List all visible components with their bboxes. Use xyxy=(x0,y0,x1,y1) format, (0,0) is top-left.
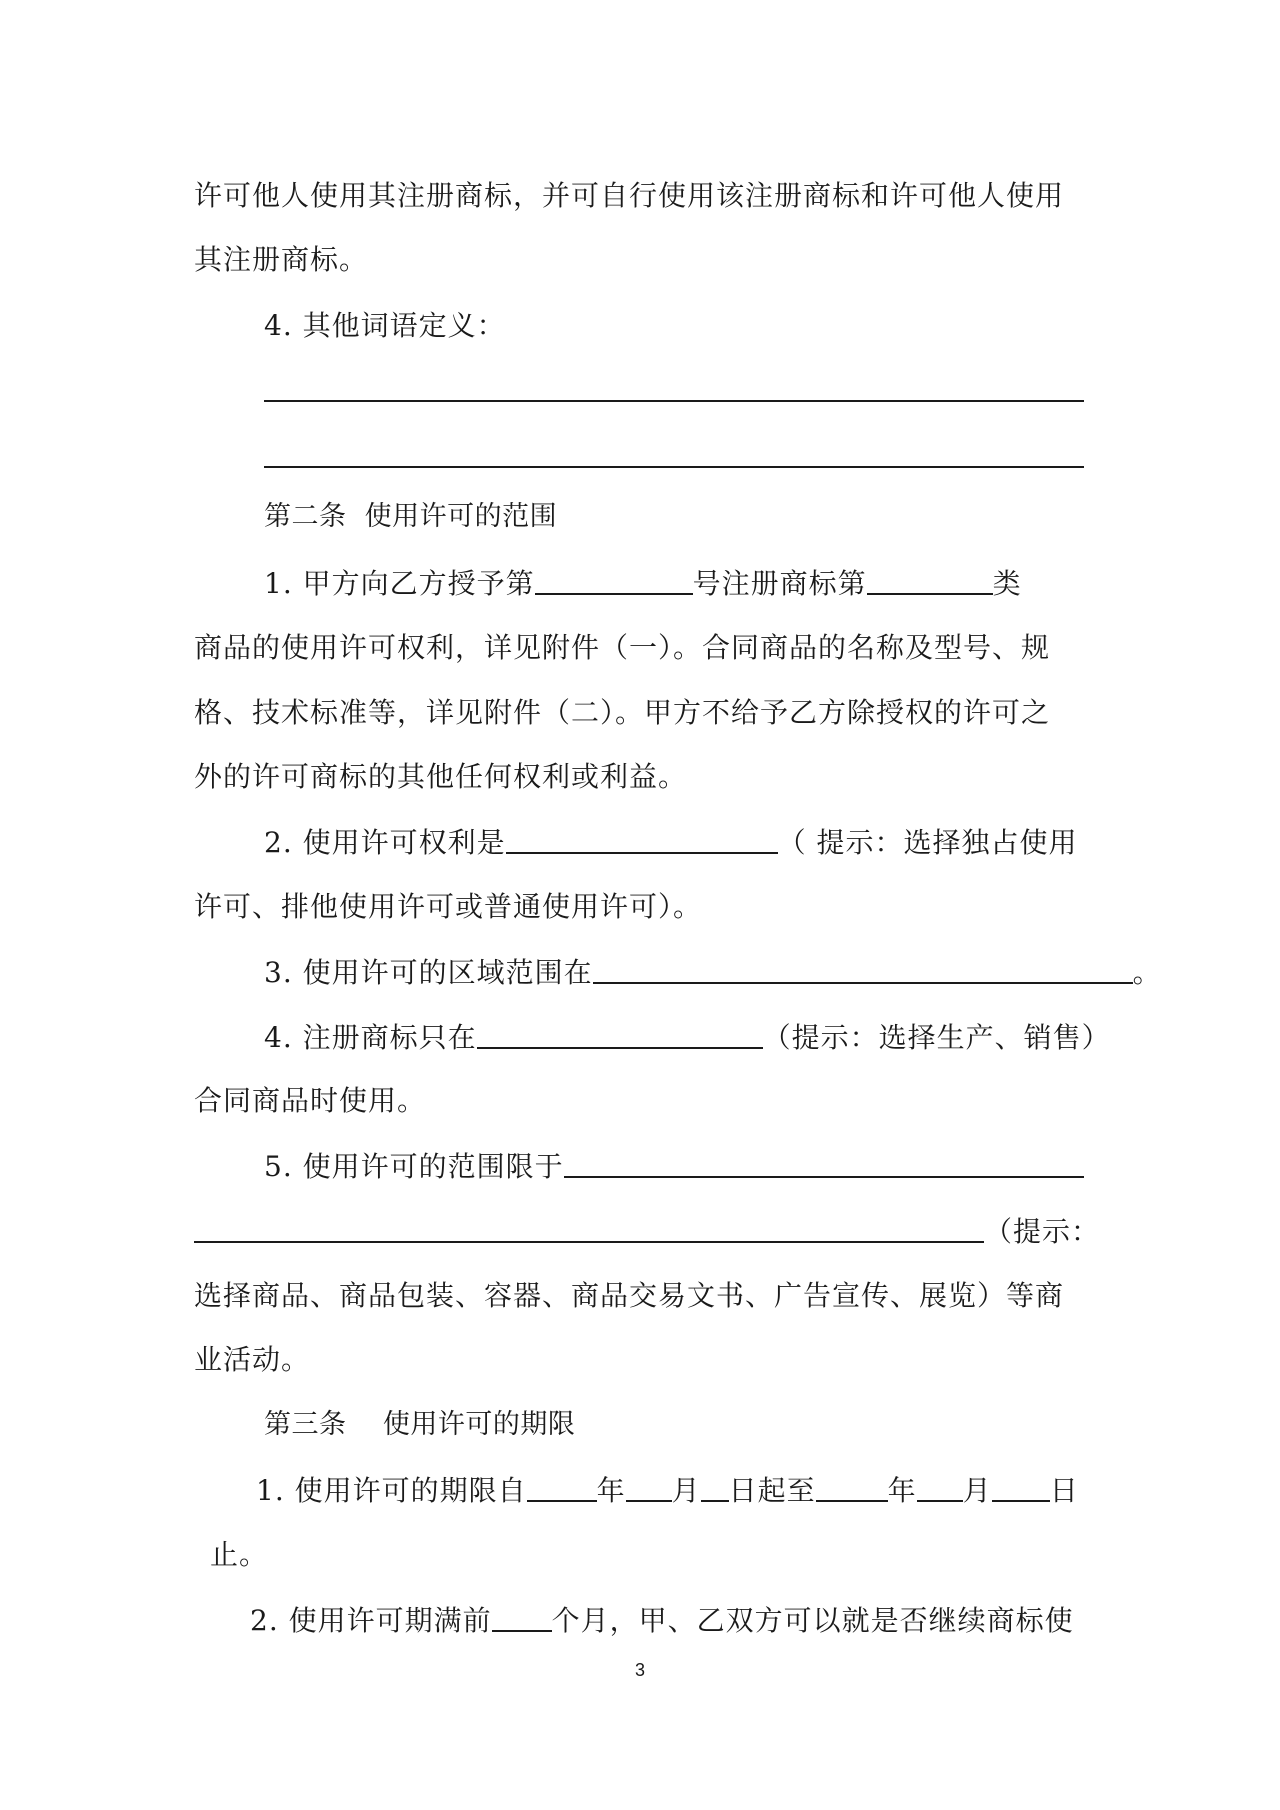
article-title: 使用许可的范围 xyxy=(364,501,558,532)
clause-text: 年 xyxy=(596,1474,626,1507)
clause-2-5 xyxy=(264,1146,1084,1187)
clause-text: 2. 使用许可权利是 xyxy=(264,826,506,859)
text-line: 许可、排他使用许可或普通使用许可）。 xyxy=(194,890,703,923)
fill-in-line[interactable] xyxy=(264,400,1084,402)
scope-limit-blank-2[interactable] xyxy=(194,1211,984,1243)
clause-2-4 xyxy=(264,1017,1111,1058)
clause-3-2 xyxy=(250,1600,1074,1641)
usage-scope-blank[interactable] xyxy=(477,1017,763,1049)
start-year-blank[interactable] xyxy=(527,1470,597,1502)
article-number: 第二条 xyxy=(264,501,347,532)
definition-item-4: 4. 其他词语定义： xyxy=(264,309,506,342)
clause-text: （提示：选择生产、销售） xyxy=(762,1021,1111,1054)
text-line: 其注册商标。 xyxy=(194,243,369,276)
clause-text: 类 xyxy=(992,567,1022,600)
license-type-blank[interactable] xyxy=(506,822,778,854)
end-year-blank[interactable] xyxy=(816,1470,888,1502)
fill-in-line[interactable] xyxy=(264,466,1084,468)
text-line: 业活动。 xyxy=(194,1343,311,1376)
scope-limit-blank[interactable] xyxy=(564,1146,1084,1178)
article-title: 使用许可的期限 xyxy=(382,1409,576,1440)
text-line: 格、技术标准等，详见附件（二）。甲方不给予乙方除授权的许可之 xyxy=(194,696,1051,729)
page-number: 3 xyxy=(634,1660,645,1680)
clause-2-2 xyxy=(264,822,1078,863)
clause-text: 1. 使用许可的期限自 xyxy=(256,1474,527,1507)
region-blank[interactable] xyxy=(593,952,1133,984)
clause-text: 年 xyxy=(887,1474,917,1507)
end-month-blank[interactable] xyxy=(917,1470,963,1502)
clause-text: 号注册商标第 xyxy=(692,567,867,600)
clause-text: 月 xyxy=(671,1474,701,1507)
months-before-blank[interactable] xyxy=(492,1600,552,1632)
text-line: 选择商品、商品包装、容器、商品交易文书、广告宣传、展览）等商 xyxy=(194,1279,1065,1312)
text-line: 许可他人使用其注册商标，并可自行使用该注册商标和许可他人使用 xyxy=(194,179,1065,212)
text-line: 外的许可商标的其他任何权利或利益。 xyxy=(194,760,688,793)
clause-text: 日 xyxy=(1049,1474,1079,1507)
clause-3-1 xyxy=(256,1470,1079,1511)
article-number: 第三条 xyxy=(264,1409,347,1440)
clause-2-3 xyxy=(264,952,1162,993)
text-line: 商品的使用许可权利，详见附件（一）。合同商品的名称及型号、规 xyxy=(194,631,1051,664)
clause-text: 5. 使用许可的范围限于 xyxy=(264,1150,564,1183)
article-3-heading xyxy=(264,1405,575,1445)
clause-text: 日起至 xyxy=(728,1474,816,1507)
clause-text: 个月，甲、乙双方可以就是否继续商标使 xyxy=(551,1604,1074,1637)
clause-text: 1. 甲方向乙方授予第 xyxy=(264,567,535,600)
article-2-heading xyxy=(264,497,557,537)
clause-2-5-line-2 xyxy=(194,1211,1100,1252)
start-day-blank[interactable] xyxy=(701,1470,729,1502)
clause-text: 3. 使用许可的区域范围在 xyxy=(264,956,593,989)
clause-2-1 xyxy=(264,563,1022,604)
start-month-blank[interactable] xyxy=(626,1470,672,1502)
clause-text: 。 xyxy=(1132,956,1162,989)
class-number-blank[interactable] xyxy=(867,563,993,595)
text-line: 止。 xyxy=(210,1538,269,1571)
clause-text: 月 xyxy=(962,1474,992,1507)
clause-text: 2. 使用许可期满前 xyxy=(250,1604,492,1637)
clause-text: （ 提示：选择独占使用 xyxy=(777,826,1078,859)
text-line: 合同商品时使用。 xyxy=(194,1084,427,1117)
registration-number-blank[interactable] xyxy=(535,563,693,595)
clause-text: 4. 注册商标只在 xyxy=(264,1021,477,1054)
clause-text: （提示： xyxy=(984,1215,1101,1248)
end-day-blank[interactable] xyxy=(992,1470,1050,1502)
